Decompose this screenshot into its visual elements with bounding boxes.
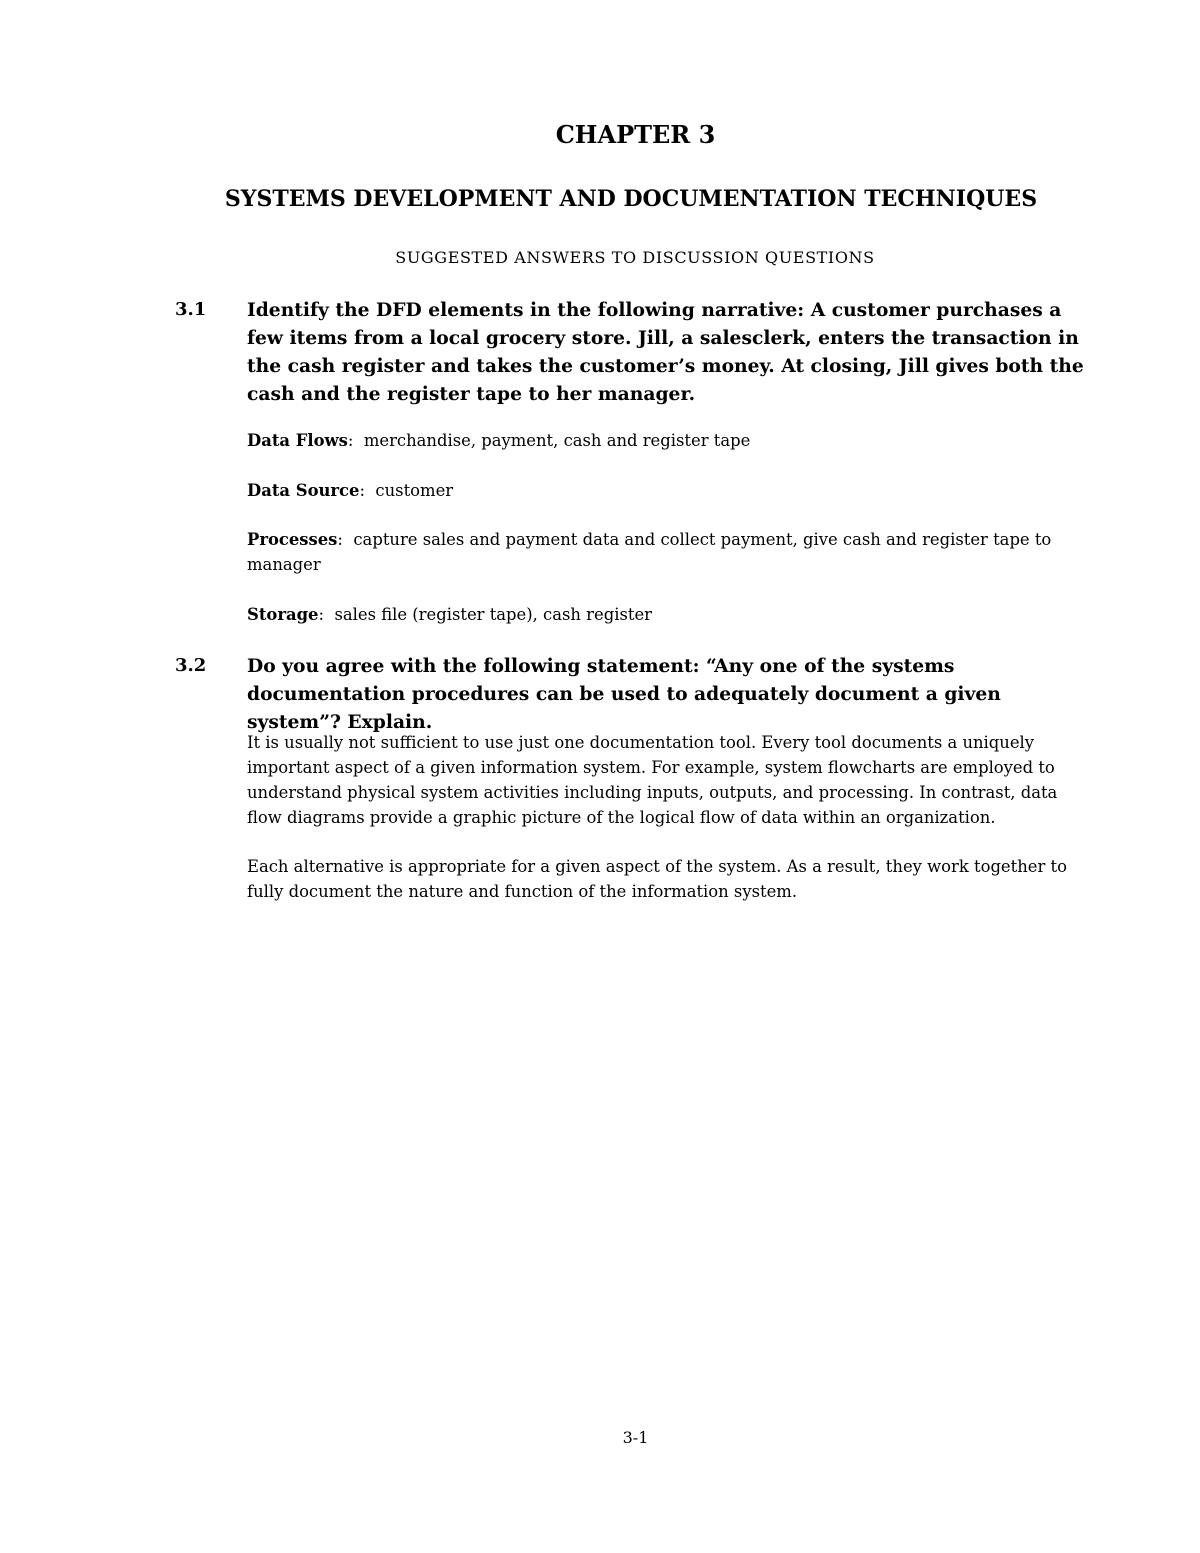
answer-separator: :: [318, 605, 335, 624]
answer-label: Data Flows: [247, 431, 348, 450]
answer-separator: :: [347, 431, 364, 450]
answer-data-flows: [247, 428, 1097, 453]
answer-processes: [247, 527, 1097, 577]
answer-paragraph: Each alternative is appropriate for a given aspect of the system. As a result, they work together to fully document the nature and function of the information system.: [247, 857, 1067, 901]
document-subtitle: SUGGESTED ANSWERS TO DISCUSSION QUESTIONS: [395, 248, 875, 267]
question-text: Identify the DFD elements in the following narrative: A customer purchases a few items from a local grocery store. Jill, a salesclerk, enters the transaction in the cash register and takes the customer’s money. At closing, Jill gives both the cash and the register tape to her manager.: [247, 299, 1084, 405]
answer-label: Data Source: [247, 481, 360, 500]
answer-label: Storage: [247, 605, 319, 624]
answer-storage: [247, 602, 1097, 627]
question-text: Do you agree with the following statement: “Any one of the systems documentation procedures can be used to adequately document a given system”? Explain.: [247, 655, 1001, 733]
question-number: 3.2: [175, 655, 207, 676]
answer-text: merchandise, payment, cash and register tape: [363, 431, 751, 450]
answer-separator: :: [359, 481, 376, 500]
answer-separator: :: [337, 530, 354, 549]
chapter-heading: CHAPTER 3: [555, 120, 716, 149]
answer-data-source: [247, 478, 1097, 503]
answer-label: Processes: [247, 530, 338, 549]
question-number: 3.1: [175, 299, 207, 320]
answer-text: customer: [375, 481, 454, 500]
answer-text: sales file (register tape), cash register: [334, 605, 652, 624]
page-number: 3-1: [622, 1428, 649, 1447]
answer-text: capture sales and payment data and collect payment, give cash and register tape to manager: [247, 530, 1052, 574]
document-title: SYSTEMS DEVELOPMENT AND DOCUMENTATION TECHNIQUES: [224, 186, 1038, 212]
answer-paragraph: It is usually not sufficient to use just one documentation tool. Every tool documents a uniquely important aspect of a given information system. For example, system flowcharts are employed to understand physical system activities including inputs, outputs, and processing. In contrast, data flow diagrams provide a graphic picture of the logical flow of data within an organization.: [247, 733, 1058, 827]
